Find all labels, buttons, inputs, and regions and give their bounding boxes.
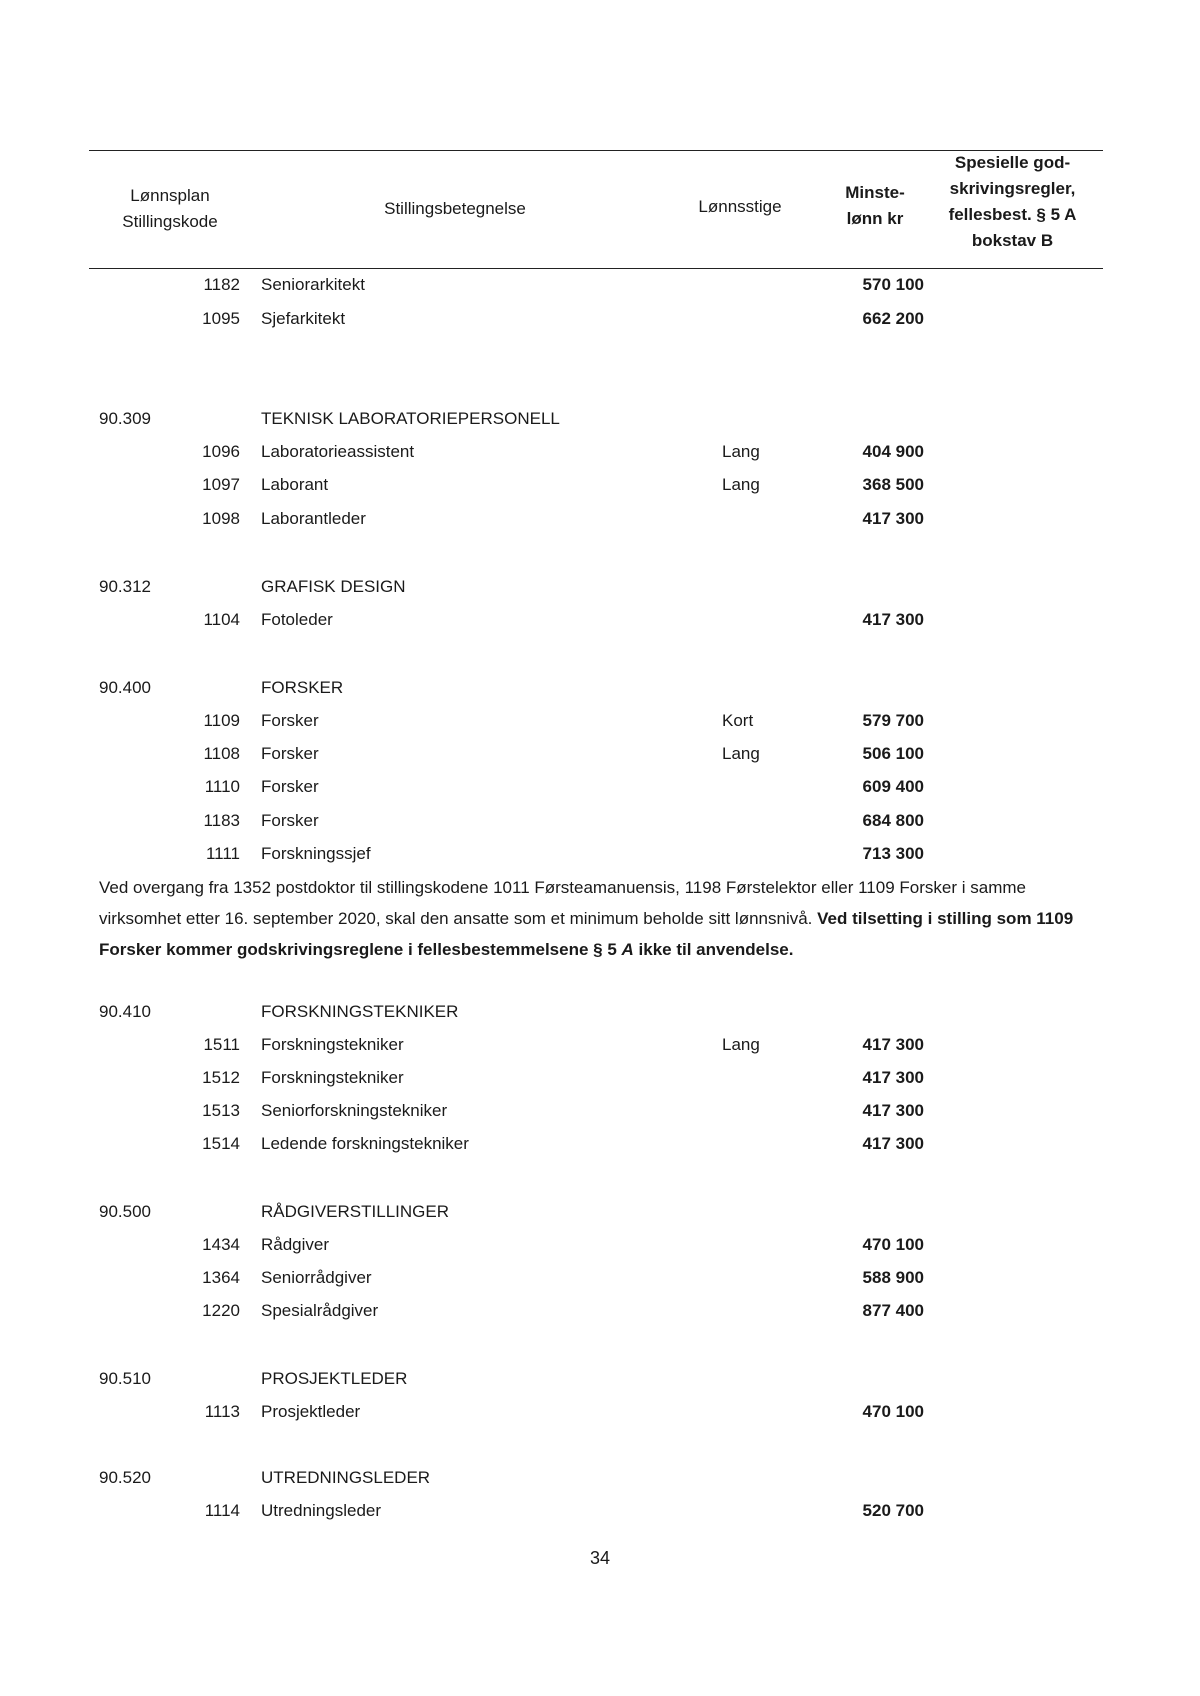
stillingsbetegnelse: Forskningssjef: [261, 844, 371, 863]
lonnsstige: Lang: [722, 442, 760, 461]
stillingsbetegnelse: Laborant: [261, 475, 329, 494]
section-title: GRAFISK DESIGN: [261, 577, 406, 596]
note-text: Ved overgang fra 1352 postdoktor til stillingskodene 1011 Førsteamanuensis, 1198 Førstelektor eller 1109 Forsker i samme virksomhet etter 16. september 2020, skal den ansatte som et minimum beholde sitt lønnsnivå.: [99, 878, 1026, 928]
minstelonn: 417 300: [862, 1134, 924, 1153]
minstelonn: 662 200: [862, 309, 924, 328]
stillingskode: 1514: [202, 1134, 240, 1153]
table-row: [0, 1263, 1200, 1293]
table-row: [0, 1096, 1200, 1126]
section-row: [0, 1463, 1200, 1493]
table-row: [0, 1030, 1200, 1060]
header-spesielle-line2: skrivingsregler,: [949, 179, 1076, 198]
header-lonnsplan: [100, 183, 240, 235]
minstelonn: 506 100: [862, 744, 924, 763]
header-minstelonn-line2: lønn kr: [846, 209, 904, 228]
lonnsplan-code: 90.520: [99, 1468, 151, 1487]
stillingskode: 1095: [202, 309, 240, 328]
stillingsbetegnelse: Seniorforskningstekniker: [261, 1101, 448, 1120]
minstelonn: 417 300: [862, 509, 924, 528]
stillingskode: 1511: [203, 1035, 240, 1054]
header-spesielle-line1: Spesielle god-: [954, 153, 1071, 172]
note-paragraph: [99, 872, 1099, 965]
stillingsbetegnelse: Utredningsleder: [261, 1501, 382, 1520]
section-title: PROSJEKTLEDER: [261, 1369, 408, 1388]
stillingsbetegnelse: Fotoleder: [261, 610, 333, 629]
minstelonn: 417 300: [862, 610, 924, 629]
stillingsbetegnelse: Forskningstekniker: [261, 1068, 404, 1087]
stillingskode: 1110: [204, 777, 240, 796]
minstelonn: 877 400: [862, 1301, 924, 1320]
note-bold-italic: A: [621, 940, 634, 959]
stillingsbetegnelse: Seniorarkitekt: [261, 275, 365, 294]
stillingskode: 1104: [203, 610, 240, 629]
table-row: [0, 1496, 1200, 1526]
stillingsbetegnelse: Forsker: [261, 777, 319, 796]
minstelonn: 588 900: [862, 1268, 924, 1287]
header-minstelonn-line1: Minste-: [845, 183, 905, 202]
stillingsbetegnelse: Ledende forskningstekniker: [261, 1134, 469, 1153]
minstelonn: 684 800: [862, 811, 924, 830]
lonnsplan-code: 90.309: [99, 409, 151, 428]
stillingskode: 1512: [202, 1068, 240, 1087]
section-row: [0, 673, 1200, 703]
section-title: FORSKNINGSTEKNIKER: [261, 1002, 459, 1021]
minstelonn: 368 500: [862, 475, 924, 494]
table-row: [0, 270, 1200, 300]
stillingskode: 1220: [202, 1301, 240, 1320]
stillingskode: 1182: [203, 275, 240, 294]
stillingskode: 1114: [204, 1501, 240, 1520]
section-title: UTREDNINGSLEDER: [261, 1468, 431, 1487]
stillingskode: 1097: [202, 475, 240, 494]
header-spesielle-line4: bokstav B: [971, 231, 1054, 250]
minstelonn: 417 300: [862, 1068, 924, 1087]
section-row: [0, 572, 1200, 602]
stillingsbetegnelse: Forsker: [261, 811, 319, 830]
stillingsbetegnelse: Laborantleder: [261, 509, 366, 528]
section-row: [0, 1197, 1200, 1227]
minstelonn: 713 300: [862, 844, 924, 863]
stillingsbetegnelse: Forsker: [261, 711, 319, 730]
lonnsplan-code: 90.510: [99, 1369, 151, 1388]
lonnsstige: Lang: [722, 1035, 760, 1054]
minstelonn: 417 300: [862, 1101, 924, 1120]
section-title: FORSKER: [261, 678, 344, 697]
stillingsbetegnelse: Forskningstekniker: [261, 1035, 404, 1054]
minstelonn: 470 100: [862, 1402, 924, 1421]
note-bold-end: ikke til anvendelse.: [633, 940, 794, 959]
section-title: RÅDGIVERSTILLINGER: [261, 1202, 449, 1221]
header-lonnsplan-label: Lønnsplan: [130, 186, 210, 205]
header-spesielle: [930, 150, 1095, 254]
stillingskode: 1364: [202, 1268, 240, 1287]
minstelonn: 470 100: [862, 1235, 924, 1254]
table-row: [0, 839, 1200, 869]
stillingsbetegnelse: Forsker: [261, 744, 319, 763]
stillingskode: 1434: [202, 1235, 240, 1254]
minstelonn: 404 900: [862, 442, 924, 461]
stillingskode: 1096: [202, 442, 240, 461]
table-row: [0, 806, 1200, 836]
table-row: [0, 605, 1200, 635]
stillingsbetegnelse: Prosjektleder: [261, 1402, 361, 1421]
stillingsbetegnelse: Rådgiver: [261, 1235, 330, 1254]
table-row: [0, 470, 1200, 500]
header-bottom-rule: [89, 268, 1103, 269]
section-title: TEKNISK LABORATORIEPERSONELL: [261, 409, 560, 428]
header-spesielle-line3: fellesbest. § 5 A: [948, 205, 1077, 224]
header-minstelonn: [830, 180, 920, 232]
stillingskode: 1513: [202, 1101, 240, 1120]
section-row: [0, 404, 1200, 434]
minstelonn: 609 400: [862, 777, 924, 796]
lonnsstige: Kort: [722, 711, 754, 730]
lonnsplan-code: 90.400: [99, 678, 151, 697]
section-row: [0, 997, 1200, 1027]
table-row: [0, 1129, 1200, 1159]
table-row: [0, 1397, 1200, 1427]
table-row: [0, 772, 1200, 802]
stillingskode: 1111: [205, 844, 240, 863]
stillingskode: 1183: [203, 811, 240, 830]
stillingskode: 1109: [203, 711, 240, 730]
table-row: [0, 1296, 1200, 1326]
header-lonnsstige: Lønnsstige: [698, 197, 782, 216]
lonnsstige: Lang: [722, 475, 760, 494]
stillingsbetegnelse: Seniorrådgiver: [261, 1268, 372, 1287]
stillingsbetegnelse: Laboratorieassistent: [261, 442, 415, 461]
minstelonn: 570 100: [862, 275, 924, 294]
table-row: [0, 304, 1200, 334]
page-number: 34: [589, 1548, 611, 1568]
section-row: [0, 1364, 1200, 1394]
minstelonn: 417 300: [862, 1035, 924, 1054]
stillingsbetegnelse: Spesialrådgiver: [261, 1301, 379, 1320]
lonnsplan-code: 90.410: [99, 1002, 151, 1021]
table-row: [0, 739, 1200, 769]
stillingskode: 1098: [202, 509, 240, 528]
minstelonn: 579 700: [862, 711, 924, 730]
stillingskode: 1108: [203, 744, 240, 763]
table-row: [0, 437, 1200, 467]
header-stillingskode-label: Stillingskode: [122, 212, 218, 231]
table-row: [0, 706, 1200, 736]
table-row: [0, 1230, 1200, 1260]
header-stillingsbetegnelse: Stillingsbetegnelse: [384, 199, 526, 218]
table-row: [0, 504, 1200, 534]
table-row: [0, 1063, 1200, 1093]
lonnsplan-code: 90.312: [99, 577, 151, 596]
stillingskode: 1113: [204, 1402, 240, 1421]
lonnsstige: Lang: [722, 744, 760, 763]
lonnsplan-code: 90.500: [99, 1202, 151, 1221]
minstelonn: 520 700: [862, 1501, 924, 1520]
note-bold-text: Ved tilsetting i stilling som 1109 Forsker kommer godskrivingsreglene i fellesbestemmelsene § 5: [99, 909, 1074, 959]
stillingsbetegnelse: Sjefarkitekt: [261, 309, 346, 328]
